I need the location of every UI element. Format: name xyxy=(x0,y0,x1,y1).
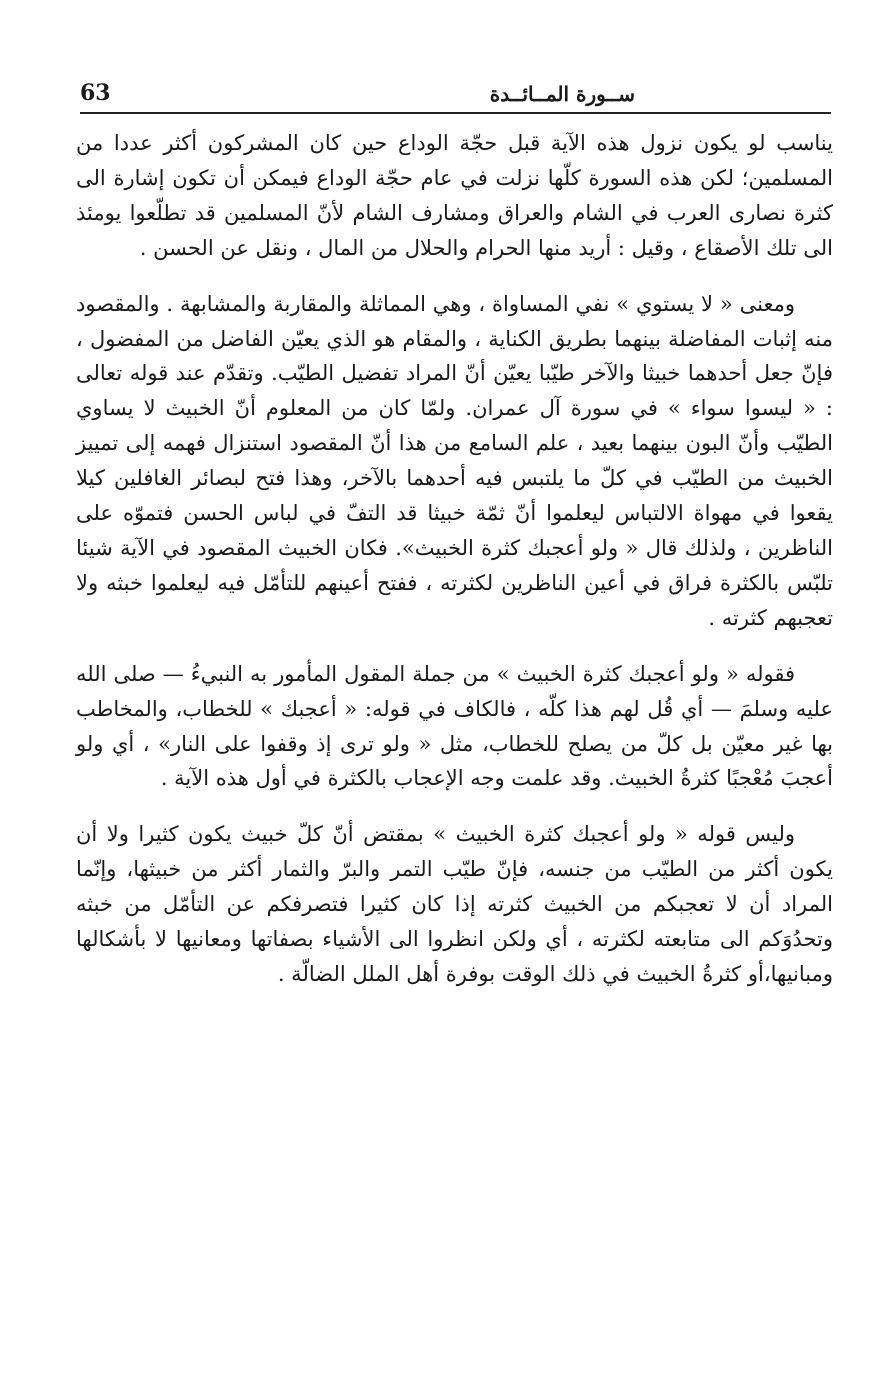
page-header xyxy=(78,76,831,110)
paragraph: ومعنى « لا يستوي » نفي المساواة ، وهي المماثلة والمقاربة والمشابهة . والمقصود منه إثبات المفاضلة بينهما بطريق الكناية ، والمقام هو الذي يعيّن الفاضل من المفضول ، فإنّ جعل أحدهما خبيثا والآخر طيّبا يعيّن أنّ المراد تفضيل الطيّب. وتقدّم عند قوله تعالى : « ليسوا سواء » في سورة آل عمران. ولمّا كان من المعلوم أنّ الخبيث لا يساوي الطيّب وأنّ البون بينهما بعيد ، علم السامع من هذا أنّ المقصود استنزال فهمه إلى تمييز الخبيث من الطيّب في كلّ ما يلتبس فيه أحدهما بالآخر، وهذا فتح لبصائر الغافلين كيلا يقعوا في مهواة الالتباس ليعلموا أنّ ثمّة خبيثا قد التفّ في لباس الحسن فتموّه على الناظرين ، ولذلك قال « ولو أعجبك كثرة الخبيث». فكان الخبيث المقصود في الآية شيئا تلبّس بالكثرة فراق في أعين الناظرين لكثرته ، ففتح أعينهم للتأمّل فيه ليعلموا خبثه ولا تعجبهم كثرته . xyxy=(76,291,833,630)
paragraph: وليس قوله « ولو أعجبك كثرة الخبيث » بمقتض أنّ كلّ خبيث يكون كثيرا ولا أن يكون أكثر من الطيّب من جنسه، فإنّ طيّب التمر والبرّ والثمار أكثر من خبيثها، وإنّما المراد أن لا تعجبكم من الخبيث كثرته إذا كان كثيرا فتصرفكم عن التأمّل من خبثه وتحدُوَكم الى متابعته لكثرته ، أي ولكن انظروا الى الأشياء بصفاتها ومعانيها لا بأشكالها ومبانيها،أو كثرةُ الخبيث في ذلك الوقت بوفرة أهل الملل الضالّة . xyxy=(76,822,833,986)
body-text xyxy=(76,126,833,1013)
running-title: ســورة المــائــدة xyxy=(489,82,635,106)
paragraph: يناسب لو يكون نزول هذه الآية قبل حجّة الوداع حين كان المشركون أكثر عددا من المسلمين؛ لكن هذه السورة كلّها نزلت في عام حجّة الوداع فيمكن أن تكون إشارة الى كثرة نصارى العرب في الشام والعراق ومشارف الشام لأنّ المسلمين قد تطلّعوا يومئذ الى تلك الأصقاع ، وقيل : أريد منها الحرام والحلال من المال ، ونقل عن الحسن . xyxy=(76,131,833,260)
page-number: 63 xyxy=(80,80,111,106)
header-rule xyxy=(80,112,831,114)
paragraph: فقوله « ولو أعجبك كثرة الخبيث » من جملة المقول المأمور به النبيءُ — صلى الله عليه وسلمَ — أي قُل لهم هذا كلّه ، فالكاف في قوله: « أعجبك » للخطاب، والمخاطب بها غير معيّن بل كلّ من يصلح للخطاب، مثل « ولو ترى إذ وقفوا على النار» ، أي ولو أعجبَ مُعْجبًا كثرةُ الخبيث. وقد علمت وجه الإعجاب بالكثرة في أول هذه الآية . xyxy=(76,661,834,791)
